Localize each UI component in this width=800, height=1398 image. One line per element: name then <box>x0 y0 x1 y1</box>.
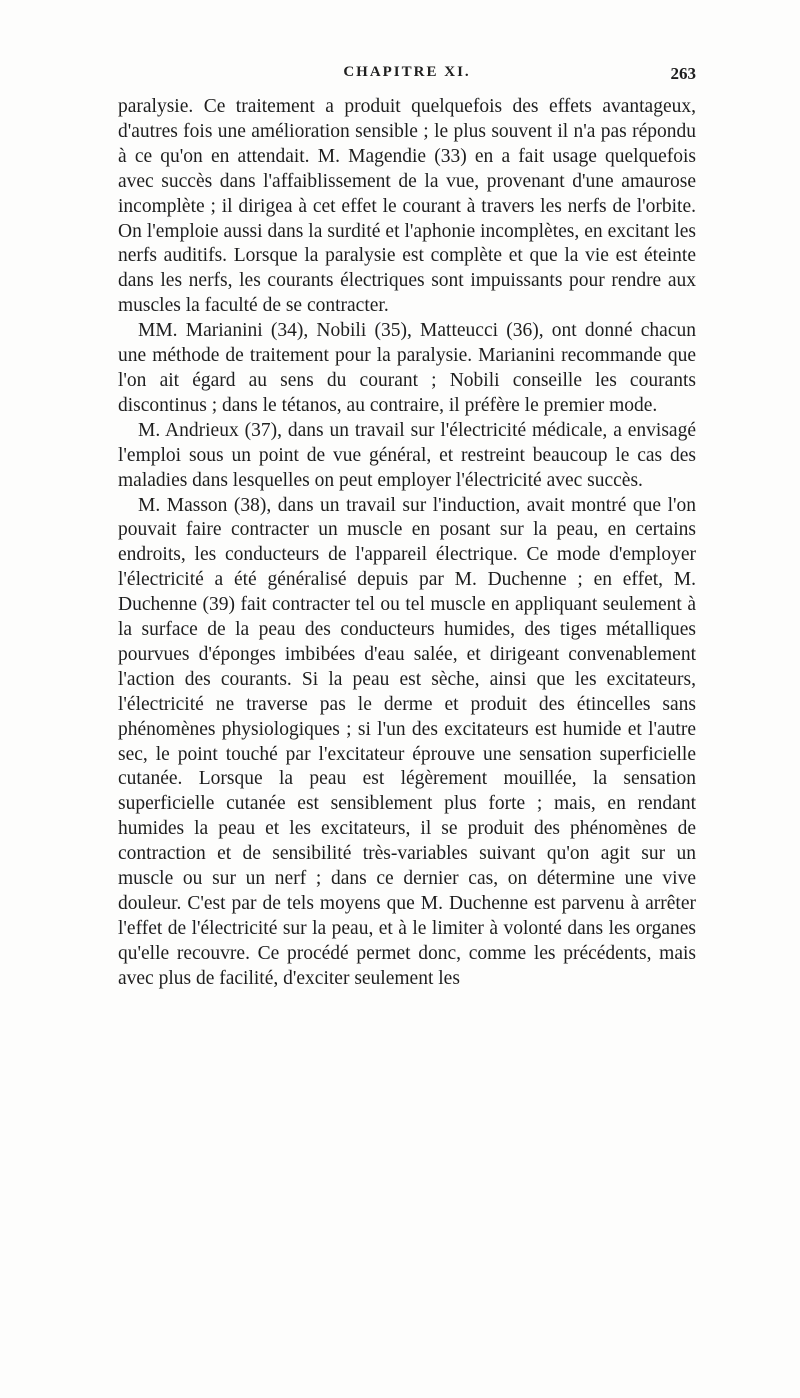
running-head <box>118 64 696 92</box>
page-number: 263 <box>670 64 696 83</box>
paragraph: M. Andrieux (37), dans un travail sur l'électricité médicale, a envisagé l'emploi sous un point de vue général, et restreint beaucoup le cas des maladies dans lesquelles on peut employer l'électricité avec succès. <box>118 419 696 491</box>
paragraph: M. Masson (38), dans un travail sur l'induction, avait montré que l'on pouvait faire contracter un muscle en posant sur la peau, en certains endroits, les conducteurs de l'appareil électrique. Ce mode d'employer l'électricité a été généralisé depuis par M. Duchenne ; en effet, M. Duchenne (39) fait contracter tel ou tel muscle en appliquant seulement à la surface de la peau des conducteurs humides, des tiges métalliques pourvues d'éponges imbibées d'eau salée, et dirigeant convenablement l'action des courants. Si la peau est sèche, ainsi que les excitateurs, l'électricité ne traverse pas le derme et produit des étincelles sans phénomènes physiologiques ; si l'un des excitateurs est humide et l'autre sec, le point touché par l'excitateur éprouve une sensation superficielle cutanée. Lorsque la peau est légèrement mouillée, la sensation superficielle cutanée est sensiblement plus forte ; mais, en rendant humides la peau et les excitateurs, il se produit des phénomènes de contraction et de sensibilité très-variables suivant qu'on agit sur un muscle ou sur un nerf ; dans ce dernier cas, on détermine une vive douleur. C'est par de tels moyens que M. Duchenne est parvenu à arrêter l'effet de l'électricité sur la peau, et à le limiter à volonté dans les organes qu'elle recouvre. Ce procédé permet donc, comme les précédents, mais avec plus de facilité, d'exciter seulement les <box>118 494 696 989</box>
paragraph: MM. Marianini (34), Nobili (35), Matteucci (36), ont donné chacun une méthode de traitement pour la paralysie. Marianini recommande que l'on ait égard au sens du courant ; Nobili conseille les courants discontinus ; dans le tétanos, au contraire, il préfère le premier mode. <box>118 320 696 416</box>
body-text <box>118 95 696 992</box>
chapter-title: CHAPITRE XI. <box>343 64 471 80</box>
paragraph-continued: paralysie. Ce traitement a produit quelquefois des effets avantageux, d'autres fois une amélioration sensible ; le plus souvent il n'a pas répondu à ce qu'on en attendait. M. Magendie (33) en a fait usage quelquefois avec succès dans l'affaiblissement de la vue, provenant d'une amaurose incomplète ; il dirigea à cet effet le courant à travers les nerfs de l'orbite. On l'emploie aussi dans la surdité et l'aphonie incomplètes, en excitant les nerfs auditifs. Lorsque la paralysie est complète et que la vie est éteinte dans les nerfs, les courants électriques sont impuissants pour rendre aux muscles la faculté de se contracter. <box>118 96 696 317</box>
